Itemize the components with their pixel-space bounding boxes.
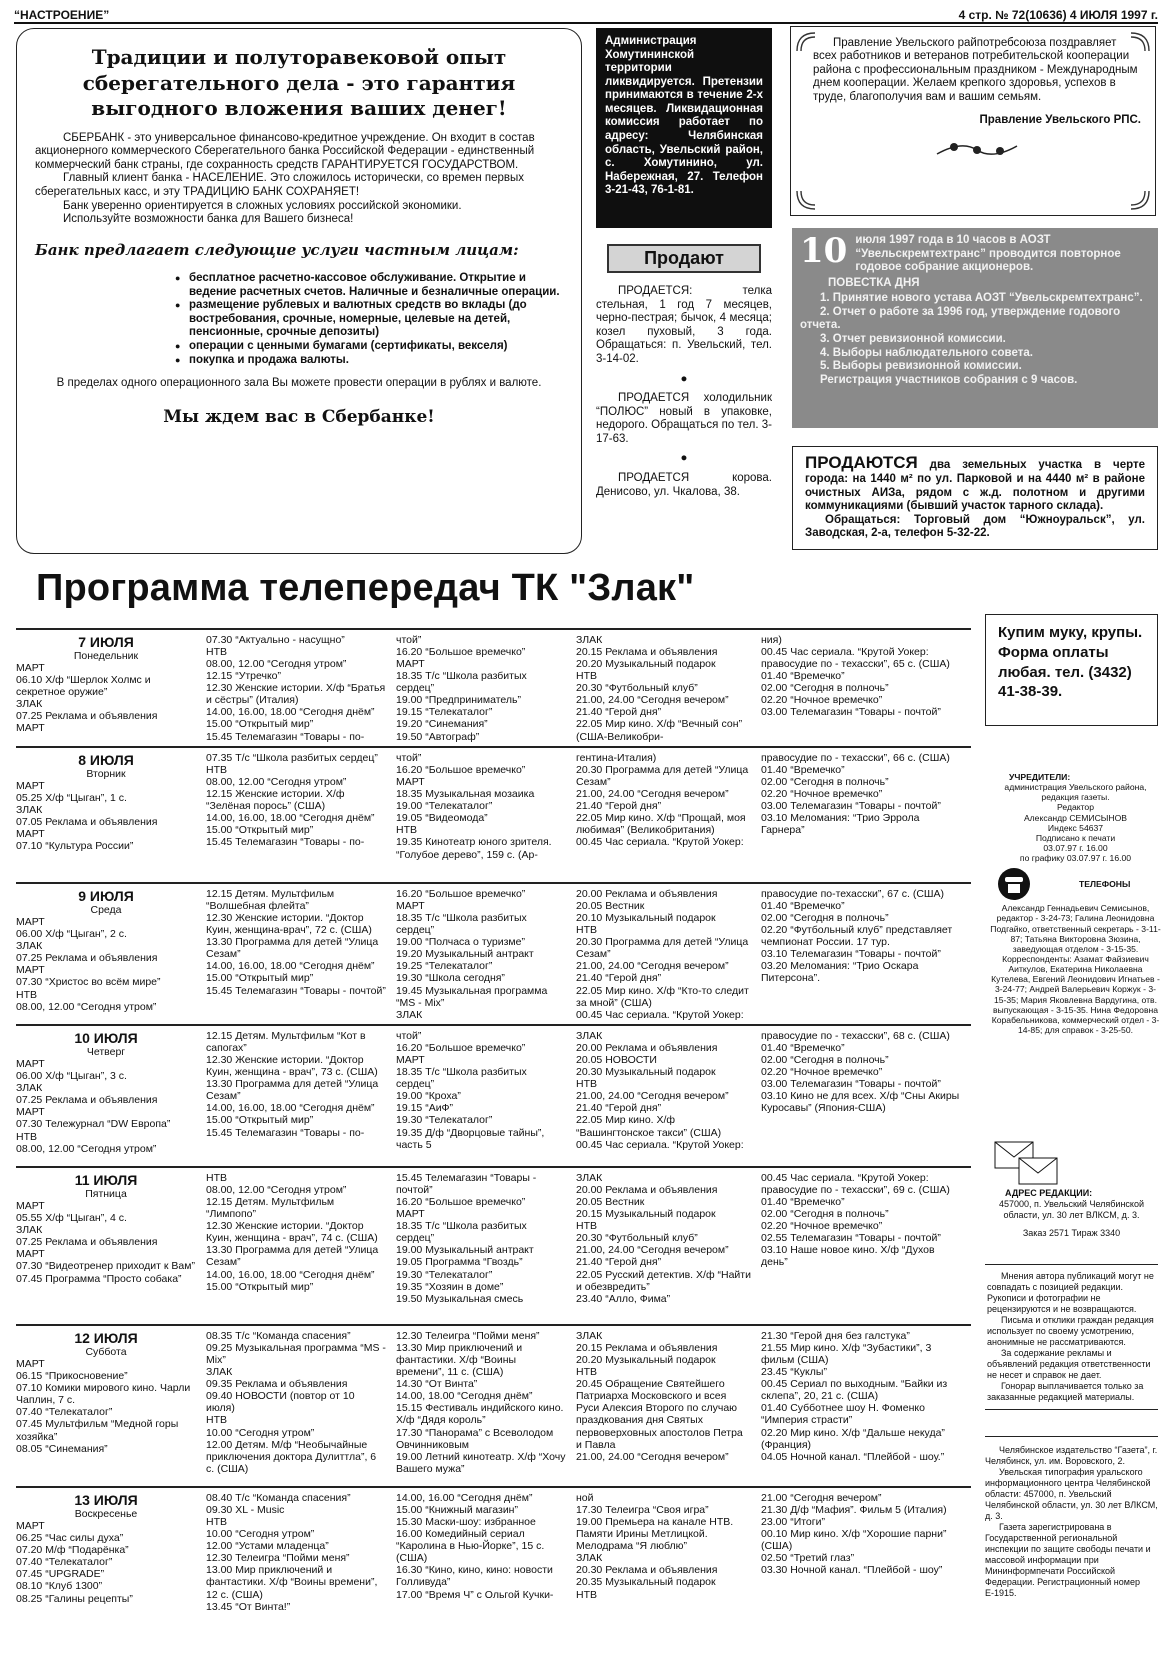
sale-heading: Продают: [607, 244, 761, 273]
tv-day-block: [16, 1166, 971, 1324]
tv-day-column: [576, 752, 751, 849]
tv-day-block: [16, 746, 971, 882]
sale-ad: ПРОДАЕТСЯ корова. Денисово, ул. Чкалова, 38.: [596, 471, 772, 498]
tv-listing: ной 17.30 Телеигра “Своя игра” 19.00 Премьера на канале НТВ. Памяти Ирины Метлицкой. Мелодрама “Я люблю” ЗЛАК 20.30 Реклама и объявления 20.35 Музыкальный подарок НТВ: [576, 1492, 734, 1601]
note-line: Гонорар выплачивается только за заказанные редакцией материалы.: [987, 1380, 1144, 1402]
tv-day-date: 12 ИЮЛЯ: [74, 1330, 138, 1346]
tv-day-column: [576, 1330, 751, 1463]
tv-day-date: 10 ИЮЛЯ: [74, 1030, 138, 1046]
land-sale-ad: [792, 446, 1158, 550]
tv-day-column: [206, 1330, 386, 1475]
bullet-icon: ●: [680, 452, 688, 465]
flower-ornament-icon: [932, 136, 1022, 160]
tv-day-date: 7 ИЮЛЯ: [78, 634, 134, 650]
tv-day-column: [206, 1030, 386, 1139]
tv-day-weekday: Воскресенье: [74, 1508, 138, 1521]
envelopes-icon: [993, 1140, 1063, 1188]
bank-paragraph-4: Используйте возможности банка для Вашего бизнеса!: [63, 213, 354, 226]
tv-day-column: [761, 1030, 961, 1114]
corner-ornament-icon: [795, 189, 817, 211]
phones-title: ТЕЛЕФОНЫ: [1079, 879, 1131, 890]
agenda-item: 1. Принятие нового устава АОЗТ “Увельскремтехтранс”.: [820, 292, 1143, 305]
tv-listing: 12.15 Детям. Мультфильм “Кот в сапогах” 12.30 Женские истории. “Доктор Куин, женщина - врач”, 73 с. (США) 13.30 Программа для детей “Улица Сезам” 14.00, 16.00, 18.00 “Сегодня днём” 15.00 “Открытый мир” 15.45 Телемагазин “Товары - по-: [206, 1030, 379, 1139]
tv-listing: МАРТ 06.00 Х/ф “Цыган”, 2 с. ЗЛАК 07.25 Реклама и объявления МАРТ 07.30 “Христос во всём мире” НТВ 08.00, 12.00 “Сегодня утром”: [16, 916, 161, 1013]
tv-listing: 21.30 “Герой дня без галстука” 21.55 Мир кино. Х/ф “Зубастики”, 3 фильм (США) 23.45 “Куклы” 00.45 Сериал по выходным. “Байки из склепа”, 20, 21 с. (США) 01.40 Субботнее шоу Н. Фоменко “Империя страсти” 02.20 Мир кино. Х/ф “Дальше некуда” (Франция) 04.05 Ночной канал. “Плейбой - шоу.”: [761, 1330, 948, 1463]
publisher-line: Увельская типография уральского информационного центра Челябинской области: 457000, п. Увельский Челябинской области, ул. 30 лет ВЛКСМ, д. 3.: [985, 1466, 1158, 1521]
tv-day-column: [396, 1030, 566, 1151]
tv-day-weekday: Пятница: [85, 1188, 127, 1201]
meeting-day-number: 10: [800, 231, 848, 271]
tv-day-column: [396, 1172, 566, 1305]
tv-listing: 12.30 Телеигра “Пойми меня” 13.30 Мир приключений и фантастики. Х/ф “Воины времени”, 11 с. (США) 14.30 “От Винта” 14.00, 18.00 “Сегодня днём” 15.15 Фестиваль индийского кино. Х/ф “Дядя король” 17.30 “Панорама” с Всеволодом Овчинниковым 19.00 Летний кинотеатр. Х/ф “Хочу Вашего мужа”: [396, 1330, 566, 1475]
order-info: Заказ 2571 Тираж 3340: [1022, 1228, 1121, 1239]
tv-listing: ЗЛАК 20.15 Реклама и объявления 20.20 Музыкальный подарок НТВ 20.30 “Футбольный клуб” 21.00, 24.00 “Сегодня вечером” 21.40 “Герой дня” 22.05 Мир кино. Х/ф “Вечный сон” (США-Великобри-: [576, 634, 743, 743]
tv-listing: 20.00 Реклама и объявления 20.05 Вестник 20.10 Музыкальный подарок НТВ 20.30 Программа для детей “Улица Сезам” 21.00, 24.00 “Сегодня вечером” 21.40 “Герой дня” 22.05 Мир кино. Х/ф “Кто-то следит за мной” (США) 00.45 Час сериала. “Крутой Уокер:: [576, 888, 749, 1021]
agenda-item: Регистрация участников собрания с 9 часов.: [820, 373, 1078, 386]
tv-day-date: 8 ИЮЛЯ: [78, 752, 134, 768]
tv-listing: 08.35 Т/с “Команда спасения” 09.25 Музыкальная программа “MS - Mix” ЗЛАК 09.35 Реклама и объявления 09.40 НОВОСТИ (повтор от 10 июля) НТВ 10.00 “Сегодня утром” 12.00 Детям. М/ф “Необычайные приключения доктора Дулиттла”, 6 с. (США): [206, 1330, 386, 1475]
land-text: два земельных участка в черте города: на 1440 м² по ул. Парковой и на 4440 м² в районе очистных АИЗа, рядом с ж.д. полотном и другими коммуникациями (бывший участок тарного склада).: [805, 459, 1145, 513]
bank-paragraph-2: Главный клиент банка - НАСЕЛЕНИЕ. Это сложилось исторически, со времен первых сберегательных касс, и эту ТРАДИЦИЮ БАНК СОХРАНЯЕТ!: [35, 172, 525, 199]
sberbank-ad: [16, 28, 582, 554]
editorial-note: [985, 1264, 1158, 1410]
signed-date: 03.07.97 г. 16.00: [1043, 842, 1108, 853]
tv-listing: ния) 00.45 Час сериала. “Крутой Уокер: правосудие по - техасски”, 65 с. (США) 01.40 “Времечко” 02.00 “Сегодня в полночь” 02.20 “Ночное времечко” 03.00 Телемагазин “Товары - почтой”: [761, 634, 950, 719]
tv-day-column: [396, 634, 566, 743]
tv-listing: чтой” 16.20 “Большое времечко” МАРТ 18.35 Т/с “Школа разбитых сердец” 19.00 “Предприниматель” 19.15 “Телекаталог” 19.20 “Синемания” 19.50 “Автограф”: [396, 634, 527, 743]
tv-day-column: [576, 1492, 751, 1601]
bank-service: ● покупка и продажа валюты.: [175, 354, 563, 368]
congratulation-signature: Правление Увельского РПС.: [979, 114, 1141, 127]
tv-listing: 21.00 “Сегодня вечером” 21.30 Д/ф “Мафия”. Фильм 5 (Италия) 23.00 “Итоги” 00.10 Мир кино. Х/ф “Хорошие парни” (США) 02.50 “Третий глаз” 03.30 Ночной канал. “Плейбой - шоу”: [761, 1492, 947, 1577]
staff-phones: Александр Геннадьевич Семисынов, редактор - 3-24-73; Галина Леонидовна Подгайко, ответственный секретарь - 3-11-87; Татьяна Викторовна Зюзина, заведующая отделом - 3-15-35. Корреспонденты: Азамат Файзиевич Аиткулов, Екатерина Николаевна Кутелева, Евгений Леонидович Игнатьев - 3-24-77; Андрей Валерьевич Коржук - 3-15-35; Мария Яковлевна Вардугина, отв. выпускающая - 3-15-35. Нина Федоровна Корабельникова, коммерческий отдел - 3-14-85; для справок - 3-25-50.: [990, 903, 1161, 1035]
bank-slogan: Мы ждем вас в Сбербанке!: [163, 406, 435, 427]
tv-day-column: [761, 1492, 961, 1576]
page-header: [14, 8, 1158, 24]
congratulation-box: [790, 26, 1156, 216]
tv-listing: правосудие по - техасски”, 66 с. (США) 01.40 “Времечко” 02.00 “Сегодня в полночь” 02.20 “Ночное времечко” 03.00 Телемагазин “Товары - почтой” 03.10 Меломания: “Трио Эррола Гарнера”: [761, 752, 950, 837]
tv-listing: 15.45 Телемагазин “Товары - почтой” 16.20 “Большое времечко” МАРТ 18.35 Т/с “Школа разбитых сердец” 19.00 Музыкальный антракт 19.05 Программа “Гвоздь” 19.30 “Телекаталог” 19.35 “Хозяин в доме” 19.50 Музыкальная смесь: [396, 1172, 537, 1305]
agenda-title: ПОВЕСТКА ДНЯ: [828, 276, 920, 289]
tv-day-column: [206, 1172, 386, 1293]
tv-program-title: Программа телепередач ТК "Злак": [36, 567, 695, 609]
tv-listing: 16.20 “Большое времечко” МАРТ 18.35 Т/с “Школа разбитых сердец” 19.00 “Полчаса о туризме” 19.20 Музыкальный антракт 19.25 “Телекаталог” 19.30 “Школа сегодня” 19.45 Музыкальная программа “MS - Mix” ЗЛАК: [396, 888, 548, 1021]
tv-day-column: [396, 888, 566, 1021]
bank-service: ● операции с ценными бумагами (сертификаты, векселя): [175, 340, 563, 354]
founders-block: [985, 772, 1162, 1035]
congratulation-text: Правление Увельского райпотребсоюза поздравляет всех работников и ветеранов потребительской кооперации района с профессиональным праздником - Международным днем кооперации. Желаем крепкого здоровья, успехов в труде, благополучия вам и вашим семьям.: [813, 37, 1138, 103]
corner-ornament-icon: [1129, 31, 1151, 53]
tv-listing: ЗЛАК 20.00 Реклама и объявления 20.05 НОВОСТИ 20.30 Музыкальный подарок НТВ 21.00, 24.00 “Сегодня вечером” 21.40 “Герой дня” 22.05 Мир кино. Х/ф “Вашингтонское такси” (США) 00.45 Час сериала. “Крутой Уокер:: [576, 1030, 744, 1151]
tv-day-column: [396, 1492, 566, 1601]
bank-services-title: Банк предлагает следующие услуги частным лицам:: [35, 240, 519, 259]
publisher-line: Газета зарегистрирована в Государственной региональной инспекции по защите свободы печати и массовой информации при Мининформпечати Российской Федерации. Регистрационный номер Е-1915.: [985, 1521, 1151, 1598]
tv-day-weekday: Четверг: [86, 1046, 126, 1059]
address-text: 457000, п. Увельский Челябинской области, ул. 30 лет ВЛКСМ, д. 3.: [999, 1198, 1144, 1220]
sale-ad: ПРОДАЕТСЯ: телка стельная, 1 год 7 месяцев, черно-пестрая; бычок, 4 месяца; козел пуховый, 3 года. Обращаться: п. Увельский, тел. 3-14-02.: [596, 285, 772, 366]
tv-day-column: [576, 634, 751, 743]
tv-listing: чтой” 16.20 “Большое времечко” МАРТ 18.35 Музыкальная мозаика 19.00 “Телекаталог” 19.05 “Видеомода” НТВ 19.35 Кинотеатр юного зрителя. “Голубое дерево”, 159 с. (Ар-: [396, 752, 552, 861]
tv-listing: МАРТ 05.25 Х/ф “Цыган”, 1 с. ЗЛАК 07.05 Реклама и объявления МАРТ 07.10 “Культура России”: [16, 780, 158, 853]
editor-name: Александр СЕМИСЫНОВ: [1023, 812, 1128, 823]
tv-day-column: [396, 1330, 566, 1475]
founders-who: администрация Увельского района, редакция газеты.: [1004, 782, 1147, 803]
corner-ornament-icon: [1129, 189, 1151, 211]
tv-day-column: [206, 888, 386, 997]
bank-service: ● бесплатное расчетно-кассовое обслуживание. Открытие и ведение расчетных счетов. Наличные и безналичные операции.: [175, 272, 563, 299]
tv-listing: гентина-Италия) 20.30 Программа для детей “Улица Сезам” 21.00, 24.00 “Сегодня вечером” 21.40 “Герой дня” 22.05 Мир кино. Х/ф “Прощай, моя любимая” (Великобритания) 00.45 Час сериала. “Крутой Уокер:: [576, 752, 749, 849]
tv-listing: чтой” 16.20 “Большое времечко” МАРТ 18.35 Т/с “Школа разбитых сердец” 19.00 “Кроха” 19.15 “АиФ” 19.30 “Телекаталог” 19.35 Д/ф “Дворцовые тайны”, часть 5: [396, 1030, 545, 1151]
tv-day-weekday: Среда: [90, 904, 122, 917]
tv-day-column: [576, 888, 751, 1021]
founders-title: УЧРЕДИТЕЛИ:: [1009, 772, 1071, 782]
tv-listing: 14.00, 16.00 “Сегодня днём” 15.00 “Книжный магазин” 15.30 Маски-шоу: избранное 16.00 Комедийный сериал “Каролина в Нью-Йорке”, 15 с. (США) 16.30 “Кино, кино, кино: новости Голливуда” 17.00 “Время Ч” с Ольгой Кучки-: [396, 1492, 554, 1601]
subscription-index: Индекс 54637: [1047, 822, 1104, 833]
tv-day-column: [396, 752, 566, 861]
address-title: АДРЕС РЕДАКЦИИ:: [1005, 1188, 1093, 1198]
tv-day-column: [16, 634, 196, 735]
publisher-line: Челябинское издательство “Газета”, г. Челябинск, ул. им. Воровского, 2.: [985, 1445, 1158, 1466]
meeting-text: июля 1997 года в 10 часов в АОЗТ “Увельскремтехтранс” проводится повторное годовое собрание акционеров.: [855, 234, 1121, 274]
tv-listing: НТВ 08.00, 12.00 “Сегодня утром” 12.15 Детям. Мультфильм “Лимпопо” 12.30 Женские истории. “Доктор Куин, женщина - врач”, 74 с. (США) 13.30 Программа для детей “Улица Сезам” 14.00, 16.00, 18.00 “Сегодня днём” 15.00 “Открытый мир”: [206, 1172, 379, 1293]
tv-day-date: 9 ИЮЛЯ: [78, 888, 134, 904]
bank-paragraph-3: Банк уверенно ориентируется в сложных условиях российской экономики.: [63, 199, 462, 212]
corner-ornament-icon: [795, 31, 817, 53]
tv-day-block: [16, 628, 971, 746]
tv-listing: 12.15 Детям. Мультфильм “Волшебная флейта” 12.30 Женские истории. “Доктор Куин, женщина-врач”, 72 с. (США) 13.30 Программа для детей “Улица Сезам” 14.00, 16.00, 18.00 “Сегодня днём” 15.00 “Открытый мир” 15.45 Телемагазин “Товары - почтой”: [206, 888, 386, 997]
tv-day-column: [206, 752, 386, 849]
tv-day-column: [16, 1330, 196, 1455]
tv-day-block: [16, 882, 971, 1024]
bank-paragraph-5: В пределах одного операционного зала Вы можете провести операции в рублях и валюте.: [56, 377, 542, 390]
tv-listing: МАРТ 06.00 Х/ф “Цыган”, 3 с. ЗЛАК 07.25 Реклама и объявления МАРТ 07.30 Тележурнал “DW Европа” НТВ 08.00, 12.00 “Сегодня утром”: [16, 1058, 171, 1155]
tv-day-block: [16, 1486, 971, 1648]
bank-service: ● размещение рублевых и валютных средств во вклады (до востребования, срочные, номерные, целевые на детей, пенсионные, срочные депозиты): [175, 299, 563, 340]
tv-listing: МАРТ 06.25 “Час силы духа” 07.20 М/ф “Подарёнка” 07.40 “Телекаталог” 07.45 “UPGRADE” 08.10 “Клуб 1300” 08.25 “Галины рецепты”: [16, 1520, 133, 1605]
bank-services-list: [175, 272, 563, 367]
land-lead: ПРОДАЮТСЯ: [805, 453, 918, 472]
signed-label: Подписано к печати: [1035, 832, 1116, 843]
tv-day-weekday: Суббота: [85, 1346, 127, 1359]
tv-listing: 08.40 Т/с “Команда спасения” 09.30 XL - Music НТВ 10.00 “Сегодня утром” 12.00 “Устами младенца” 12.30 Телеигра “Пойми меня” 13.00 Мир приключений и фантастики. Х/ф “Воины времени”, 12 с. (США) 13.45 “От Винта!”: [206, 1492, 378, 1613]
sale-ad: ПРОДАЕТСЯ холодильник “ПОЛЮС” новый в упаковке, недорого. Обращаться по тел. 3-17-63.: [596, 392, 772, 445]
tv-day-weekday: Понедельник: [73, 650, 139, 663]
shareholders-meeting-notice: [792, 228, 1158, 428]
telephone-icon: [997, 867, 1031, 901]
land-contact: Обращаться: Торговый дом “Южноуральск”, ул. Заводская, 2-а, телефон 5-32-22.: [805, 513, 1145, 540]
tv-day-column: [16, 752, 196, 853]
note-line: Письма и отклики граждан редакция использует по своему усмотрению, анонимные не рассматриваются.: [987, 1314, 1154, 1347]
publisher-info: [985, 1436, 1158, 1599]
tv-day-column: [576, 1030, 751, 1151]
tv-listing: 00.45 Час сериала. “Крутой Уокер: правосудие по - техасски”, 69 с. (США) 01.40 “Времечко” 02.00 “Сегодня в полночь” 02.20 “Ночное времечко” 02.55 Телемагазин “Товары - почтой” 03.10 Наше новое кино. Х/ф “Духов день”: [761, 1172, 950, 1269]
tv-day-column: [206, 1492, 386, 1613]
newspaper-name: “НАСТРОЕНИЕ”: [14, 8, 110, 22]
tv-day-column: [761, 1172, 961, 1269]
tv-day-weekday: Вторник: [86, 768, 126, 781]
tv-day-column: [761, 634, 961, 718]
tv-listing: 07.35 Т/с “Школа разбитых сердец” НТВ 08.00, 12.00 “Сегодня утром” 12.15 Женские истории. Х/ф “Зелёная порось” (США) 14.00, 16.00, 18.00 “Сегодня днём” 15.00 “Открытый мир” 15.45 Телемагазин “Товары - по-: [206, 752, 378, 849]
tv-day-column: [16, 888, 196, 1013]
tv-day-column: [16, 1030, 196, 1155]
schedule-date: по графику 03.07.97 г. 16.00: [1019, 853, 1132, 864]
note-line: Мнения автора публикаций могут не совпадать с позицией редакции. Рукописи и фотографии не рецензируются и не возвращаются.: [987, 1271, 1154, 1314]
tv-day-date: 13 ИЮЛЯ: [74, 1492, 138, 1508]
tv-day-block: [16, 1324, 971, 1486]
sale-ads: [596, 244, 772, 534]
tv-day-block: [16, 1024, 971, 1166]
tv-listing: правосудие по - техасски”, 68 с. (США) 01.40 “Времечко” 02.00 “Сегодня в полночь” 02.20 “Ночное времечко” 03.00 Телемагазин “Товары - почтой” 03.10 Кино не для всех. Х/ф “Сны Акиры Куросавы” (Япония-США): [761, 1030, 960, 1115]
phones-row: [989, 863, 1162, 903]
agenda-item: 4. Выборы наблюдательного совета.: [820, 346, 1033, 359]
agenda-item: 3. Отчет ревизионной комиссии.: [820, 332, 1006, 345]
tv-day-date: 11 ИЮЛЯ: [74, 1172, 138, 1188]
bank-headline: Традиции и полуторавековой опыт сберегательного дела - это гарантия выгодного вложения ваших денег!: [82, 45, 516, 121]
tv-listing: МАРТ 05.55 Х/ф “Цыган”, 4 с. ЗЛАК 07.25 Реклама и объявления МАРТ 07.30 “Видеотренер приходит к Вам” 07.45 Программа “Просто собака”: [16, 1200, 195, 1285]
buy-flour-ad: Купим муку, крупы. Форма оплаты любая. тел. (3432) 41-38-39.: [985, 614, 1158, 726]
tv-listing: МАРТ 06.10 Х/ф “Шерлок Холмс и секретное оружие” ЗЛАК 07.25 Реклама и объявления МАРТ: [16, 662, 158, 735]
tv-listing: МАРТ 06.15 “Прикосновение” 07.10 Комики мирового кино. Чарли Чаплин, 7 с. 07.40 “Телекаталог” 07.45 Мультфильм “Медной горы хозяйка” 08.05 “Синемания”: [16, 1358, 191, 1455]
address-block: [985, 1140, 1158, 1239]
tv-listing: 07.30 “Актуально - насущно” НТВ 08.00, 12.00 “Сегодня утром” 12.15 “Утречко” 12.30 Женские истории. Х/ф “Братья и сёстры” (Италия) 14.00, 16.00, 18.00 “Сегодня днём” 15.00 “Открытый мир” 15.45 Телемагазин “Товары - по-: [206, 634, 386, 743]
tv-day-column: [16, 1492, 196, 1605]
tv-listing: правосудие по-техасски”, 67 с. (США) 01.40 “Времечко” 02.00 “Сегодня в полночь” 02.20 “Футбольный клуб” представляет чемпионат России. 17 тур. 03.10 Телемагазин “Товары - почтой” 03.20 Меломания: “Трио Оскара Питерсона”.: [761, 888, 953, 985]
agenda-item: 2. Отчет о работе за 1996 год, утверждение годового отчета.: [800, 305, 1121, 332]
tv-day-column: [576, 1172, 751, 1305]
agenda-item: 5. Выборы ревизионной комиссии.: [820, 360, 1022, 373]
tv-day-column: [16, 1172, 196, 1285]
tv-day-column: [761, 1330, 961, 1463]
bullet-icon: ●: [680, 372, 688, 385]
tv-day-column: [761, 888, 961, 985]
editor-label: Редактор: [1057, 802, 1094, 813]
tv-listing: ЗЛАК 20.15 Реклама и объявления 20.20 Музыкальный подарок НТВ 20.45 Обращение Святейшего Патриарха Московского и всея Руси Алексия Второго по случаю праздкования дня Святых первоверховных апостолов Петра и Павла 21.00, 24.00 “Сегодня вечером”: [576, 1330, 743, 1463]
tv-listing: ЗЛАК 20.00 Реклама и объявления 20.05 Вестник 20.15 Музыкальный подарок НТВ 20.30 “Футбольный клуб” 21.00, 24.00 “Сегодня вечером” 21.40 “Герой дня” 22.05 Русский детектив. Х/ф “Найти и обезвредить” 23.40 “Алло, Фима”: [576, 1172, 751, 1305]
issue-info: 4 стр. № 72(10636) 4 ИЮЛЯ 1997 г.: [958, 8, 1158, 22]
note-line: За содержание рекламы и объявлений редакция ответственности не несет и справок не дает.: [987, 1347, 1151, 1380]
tv-day-column: [761, 752, 961, 836]
tv-day-column: [206, 634, 386, 743]
liquidation-notice: Администрация Хомутининской территории ликвидируется. Претензии принимаются в течение 2-х месяцев. Ликвидационная комиссия работает по адресу: Челябинская область, Увельский район, с. Хомутинино, ул. Набережная, 27. Телефон 3-21-43, 76-1-81.: [596, 28, 772, 228]
bank-paragraph-1: СБЕРБАНК - это универсальное финансово-кредитное учреждение. Он входит в состав акционерного коммерческого Сберегательного банка Российской Федерации - единственный коммерческий банк страны, где сохранность средств ГАРАНТИРУЕТСЯ ГОСУДАРСТВОМ.: [35, 131, 535, 171]
